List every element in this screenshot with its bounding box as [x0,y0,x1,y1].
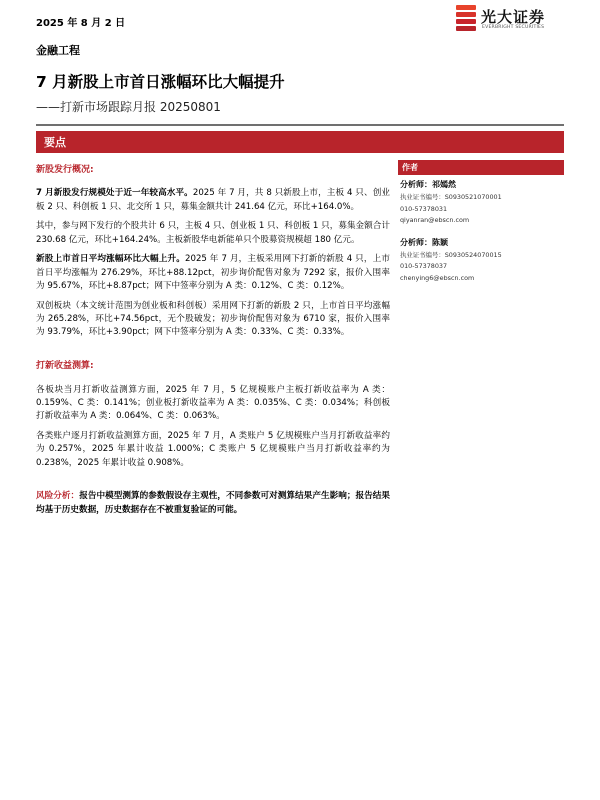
paragraph-body: 各类账户逐月打新收益测算方面，2025 年 7 月，A 类账户 5 亿规模账户当月打新收益率约为 0.257%，2025 年累计收益 1.000%；C 类账户 5 亿规模账户当月打新收益率约为 0.238%，2025 年累计收益 0.908%。 [36,430,390,468]
risk-text: 报告中模型测算的参数假设存主观性，不同参数可对测算结果产生影响；报告结果均基于历史数据，历史数据存在不被重复验证的可能。 [36,491,390,515]
paragraph-offline-issuance [36,220,390,247]
paragraph-body: 2025 年 7 月，共 8 只新股上市，主板 4 只、创业板 2 只、科创板 1 只、北交所 1 只，募集金额共计 241.64 亿元，环比+164.0%。 [36,188,390,212]
paragraph-lead: 7 月新股发行规模处于近一年较高水平。 [36,188,193,199]
paragraph-board-returns [36,384,390,424]
paragraph-issuance-scale [36,187,390,214]
risk-label: 风险分析： [36,491,80,502]
analyst-phone: 010-57378037 [400,262,448,270]
risk-analysis [36,490,390,517]
paragraph-lead: 新股上市首日平均涨幅环比大幅上升。 [36,254,186,265]
paragraph-mainboard-performance [36,253,390,293]
logo-subtitle: EVERBRIGHT SECURITIES [482,25,545,30]
analyst-card [398,179,564,227]
key-points-bar [36,131,564,153]
analyst-email[interactable]: qiyanran@ebscn.com [400,216,470,224]
analyst-name: 分析师：祁嫣然 [400,180,456,189]
paragraph-body: 各板块当月打新收益测算方面，2025 年 7 月，5 亿规模账户主板打新收益率为 A 类：0.159%、C 类：0.141%；创业板打新收益率为 A 类：0.035%、C 类：0.034%；科创板打新收益率为 A 类：0.064%、C 类：0.063%。 [36,384,390,422]
analyst-card [398,237,564,285]
analyst-phone: 010-57378031 [400,204,448,213]
paragraph-account-returns [36,430,390,470]
paragraph-dual-innovation [36,300,390,340]
company-logo [456,5,568,35]
report-title: 7 月新股上市首日涨幅环比大幅提升 [36,73,285,91]
section-heading-issuance: 新股发行概况: [36,165,94,175]
logo-name: 光大证券 [481,8,546,26]
title-divider [36,124,564,126]
paragraph-body: 2025 年 7 月，主板采用网下打新的新股 4 只，上市首日平均涨幅为 276.29%，环比+88.12pct，初步询价配售对象为 7292 家，报价入围率为 95.67%，环比+8.87pct；网下中签率分别为 A 类：0.12%、C 类：0.12%。 [36,254,390,292]
author-sidebar [398,160,564,284]
author-bar-label: 作者 [398,160,564,175]
report-subtitle: ——打新市场跟踪月报 20250801 [36,100,221,114]
key-points-label: 要点 [44,136,66,149]
analyst-cert: 执业证书编号：S0930521070001 [400,193,502,201]
analyst-cert: 执业证书编号：S0930524070015 [400,250,502,259]
report-category: 金融工程 [36,44,80,57]
paragraph-body: 双创板块（本文统计范围为创业板和科创板）采用网下打新的新股 2 只，上市首日平均涨幅为 265.28%，环比+74.56pct，无个股破发；初步询价配售对象为 6710 家，报价入围率为 93.79%，环比+3.90pct；网下中签率分别为 A 类：0.33%、C 类：0.33%。 [36,300,390,338]
analyst-email[interactable]: chenying6@ebscn.com [400,273,475,282]
report-date: 2025 年 8 月 2 日 [36,18,126,29]
paragraph-body: 其中，参与网下发行的个股共计 6 只，主板 4 只、创业板 1 只、科创板 1 只，募集金额合计 230.68 亿元，环比+164.24%。主板新股华电新能单只个股募资规模超 180 亿元。 [36,221,390,245]
main-content [36,164,390,523]
section-heading-profit: 打新收益测算: [36,361,94,372]
logo-mark-icon [456,5,476,31]
analyst-name: 分析师：陈颖 [400,237,448,247]
